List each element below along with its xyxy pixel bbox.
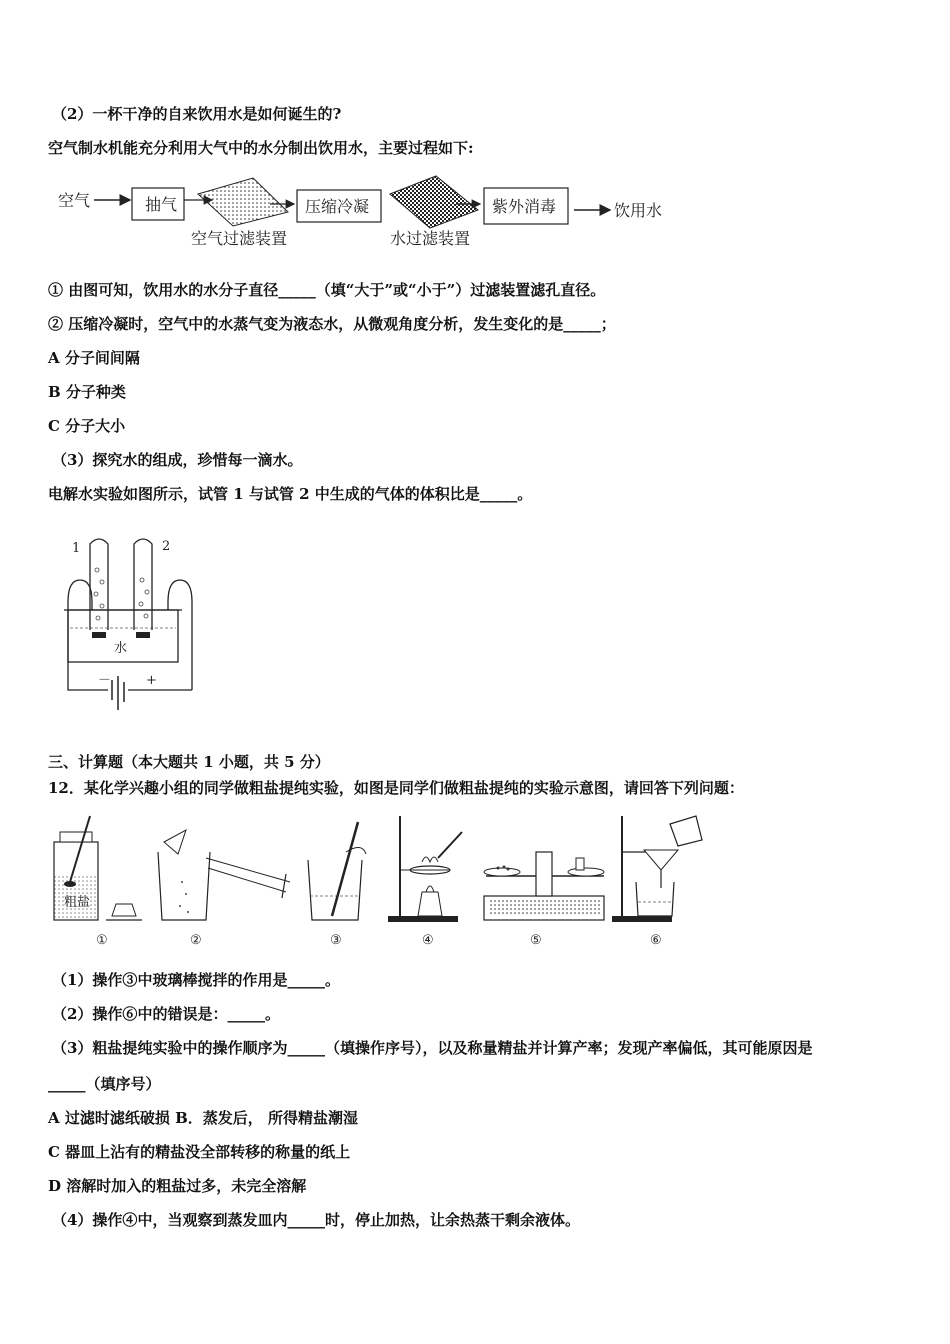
- water-filter-device: [390, 176, 478, 228]
- flow-filter1-label: 空气过滤装置: [191, 229, 288, 248]
- q12-part2: （2）操作⑥中的错误是：_____。: [52, 1005, 280, 1023]
- section-title: 三、计算题（本大题共 1 小题，共 5 分）: [48, 753, 330, 771]
- op-label-6: ⑥: [650, 933, 662, 948]
- q3-header: （3）探究水的组成，珍惜每一滴水。: [52, 451, 303, 469]
- operation-3-stir: [308, 822, 366, 920]
- op-label-2: ②: [190, 933, 202, 948]
- electrolysis-diagram: [48, 530, 208, 720]
- op-label-4: ④: [422, 933, 434, 948]
- tube2-number: 2: [162, 539, 171, 554]
- q12-part1: （1）操作③中玻璃棒搅拌的作用是_____。: [52, 971, 340, 989]
- op-label-5: ⑤: [530, 933, 542, 948]
- battery-minus: －: [98, 673, 112, 688]
- flow-box3-label: 紫外消毒: [492, 197, 557, 216]
- q12-stem: 12．某化学兴趣小组的同学做粗盐提纯实验，如图是同学们做粗盐提纯的实验示意图，请回答下列问题：: [48, 779, 744, 797]
- operation-4-evaporate: [388, 816, 462, 922]
- water-maker-flow-diagram: [48, 170, 688, 255]
- flow-filter2-label: 水过滤装置: [390, 229, 471, 248]
- test-tube-2: [134, 539, 152, 630]
- q2-item2: ② 压缩冷凝时，空气中的水蒸气变为液态水，从微观角度分析，发生变化的是_____；: [48, 315, 616, 333]
- q12-part4: （4）操作④中，当观察到蒸发皿内_____时，停止加热，让余热蒸干剩余液体。: [52, 1211, 580, 1229]
- q2-header: （2）一杯干净的自来饮用水是如何诞生的?: [52, 105, 342, 123]
- flow-box1-label: 抽气: [145, 195, 178, 214]
- battery-plus: +: [146, 673, 157, 688]
- q2-option-b: B 分子种类: [48, 383, 126, 401]
- q12-option-c: C 器皿上沾有的精盐没全部转移的称量的纸上: [48, 1143, 351, 1161]
- q12-part3: （3）粗盐提纯实验中的操作顺序为_____（填操作序号），以及称量精盐并计算产率；发现产率偏低，其可能原因是: [52, 1039, 813, 1057]
- q2-item1: ① 由图可知，饮用水的水分子直径_____（填“大于”或“小于”）过滤装置滤孔直径。: [48, 281, 606, 299]
- q12-option-a-b: A 过滤时滤纸破损 B．蒸发后， 所得精盐潮湿: [48, 1109, 358, 1127]
- op-label-3: ③: [330, 933, 342, 948]
- flow-start-label: 空气: [58, 191, 91, 210]
- q12-option-d: D 溶解时加入的粗盐过多，未完全溶解: [48, 1177, 307, 1195]
- q2-option-a: A 分子间间隔: [48, 349, 140, 367]
- flow-box2-label: 压缩冷凝: [305, 197, 370, 216]
- water-label: 水: [114, 641, 128, 656]
- tube1-number: 1: [72, 541, 81, 556]
- operation-2-dissolve: [158, 830, 290, 920]
- air-filter-device: [198, 178, 288, 226]
- q12-part3-continued: _____（填序号）: [48, 1075, 161, 1093]
- salt-purification-operations: [46, 812, 726, 952]
- q3-text: 电解水实验如图所示，试管 1 与试管 2 中生成的气体的体积比是_____。: [48, 485, 533, 503]
- operation-1-take-salt: [54, 816, 142, 920]
- operation-6-filter: [612, 816, 702, 922]
- operation-5-weigh: [484, 852, 604, 920]
- op-label-1: ①: [96, 933, 108, 948]
- q2-option-c: C 分子大小: [48, 417, 126, 435]
- jar-label: 粗盐: [64, 895, 91, 910]
- q2-intro: 空气制水机能充分利用大气中的水分制出饮用水，主要过程如下:: [48, 139, 474, 157]
- flow-end-label: 饮用水: [614, 201, 663, 220]
